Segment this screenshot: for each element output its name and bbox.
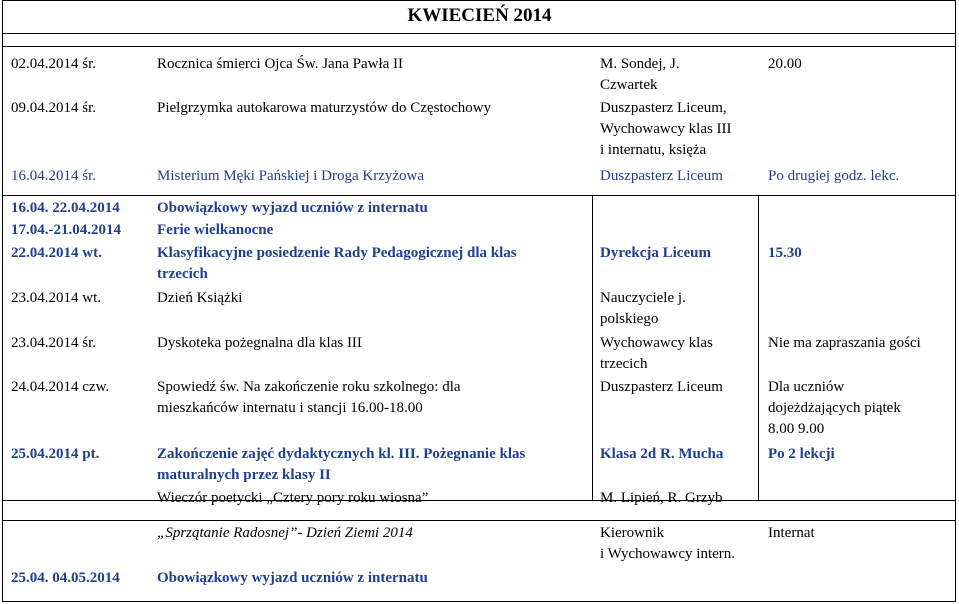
event-date: 24.04.2014 czw. <box>11 379 110 395</box>
event-time: Po 2 lekcji <box>768 446 835 462</box>
event-date: 23.04.2014 śr. <box>11 335 97 351</box>
event-name: Misterium Męki Pańskiej i Droga Krzyżowa <box>157 168 425 184</box>
event-date: 16.04. 22.04.2014 <box>11 200 120 216</box>
event-responsible: Czwartek <box>600 77 658 93</box>
event-time: dojeżdżających piątek <box>768 400 901 416</box>
table-frame <box>2 0 956 602</box>
event-name: mieszkańców internatu i stancji 16.00-18.00 <box>157 400 423 416</box>
event-date: 23.04.2014 wt. <box>11 290 101 306</box>
event-responsible: M. Sondej, J. <box>600 56 680 72</box>
event-date: 17.04.-21.04.2014 <box>11 222 121 238</box>
event-time: 15.30 <box>768 245 802 261</box>
event-name: Obowiązkowy wyjazd uczniów z internatu <box>157 200 428 216</box>
event-name: Dyskoteka pożegnalna dla klas III <box>157 335 362 351</box>
event-responsible: Dyrekcja Liceum <box>600 245 711 261</box>
event-responsible: Kierownik <box>600 525 665 541</box>
event-responsible: M. Lipień, R. Grzyb <box>600 490 723 506</box>
event-time: Nie ma zapraszania gości <box>768 335 921 351</box>
event-name: Ferie wielkanocne <box>157 222 274 238</box>
event-responsible: Duszpasterz Liceum, <box>600 100 727 116</box>
row-divider <box>2 195 956 196</box>
event-time: 8.00 9.00 <box>768 421 825 437</box>
event-responsible: Wychowawcy klas <box>600 335 713 351</box>
event-date: 09.04.2014 śr. <box>11 100 97 116</box>
event-responsible: Klasa 2d R. Mucha <box>600 446 724 462</box>
event-responsible: Duszpasterz Liceum <box>600 168 723 184</box>
event-time: Internat <box>768 525 815 541</box>
row-divider <box>2 520 956 521</box>
page-title: KWIECIEŃ 2014 <box>407 5 552 26</box>
row-divider <box>2 46 956 47</box>
event-name: „Sprzątanie Radosnej”- Dzień Ziemi 2014 <box>157 525 413 541</box>
event-time: Dla uczniów <box>768 379 845 395</box>
event-time: 20.00 <box>768 56 802 72</box>
event-time: Po drugiej godz. lekc. <box>768 168 900 184</box>
row-divider <box>2 500 956 501</box>
event-name: Rocznica śmierci Ojca Św. Jana Pawła II <box>157 56 404 72</box>
event-name: Obowiązkowy wyjazd uczniów z internatu <box>157 570 428 586</box>
event-name: Spowiedź św. Na zakończenie roku szkolnego: dla <box>157 379 461 395</box>
column-divider <box>758 195 759 500</box>
event-responsible: i internatu, księża <box>600 142 707 158</box>
event-name: Wieczór poetycki „Cztery pory roku wiosna” <box>157 490 429 506</box>
event-name: Dzień Książki <box>157 290 243 306</box>
column-divider <box>592 195 593 500</box>
event-date: 25.04. 04.05.2014 <box>11 570 120 586</box>
event-responsible: Duszpasterz Liceum <box>600 379 723 395</box>
event-date: 02.04.2014 śr. <box>11 56 97 72</box>
event-responsible: trzecich <box>600 356 648 372</box>
event-name: trzecich <box>157 266 208 282</box>
event-responsible: Wychowawcy klas III <box>600 121 732 137</box>
event-responsible: i Wychowawcy intern. <box>600 546 736 562</box>
event-responsible: Nauczyciele j. <box>600 290 686 306</box>
row-divider <box>2 33 956 34</box>
event-date: 22.04.2014 wt. <box>11 245 102 261</box>
event-name: Pielgrzymka autokarowa maturzystów do Częstochowy <box>157 100 492 116</box>
event-name: maturalnych przez klasy II <box>157 467 331 483</box>
event-date: 16.04.2014 śr. <box>11 168 97 184</box>
event-name: Klasyfikacyjne posiedzenie Rady Pedagogicznej dla klas <box>157 245 517 261</box>
event-responsible: polskiego <box>600 311 659 327</box>
event-name: Zakończenie zajęć dydaktycznych kl. III. Pożegnanie klas <box>157 446 526 462</box>
event-date: 25.04.2014 pt. <box>11 446 100 462</box>
